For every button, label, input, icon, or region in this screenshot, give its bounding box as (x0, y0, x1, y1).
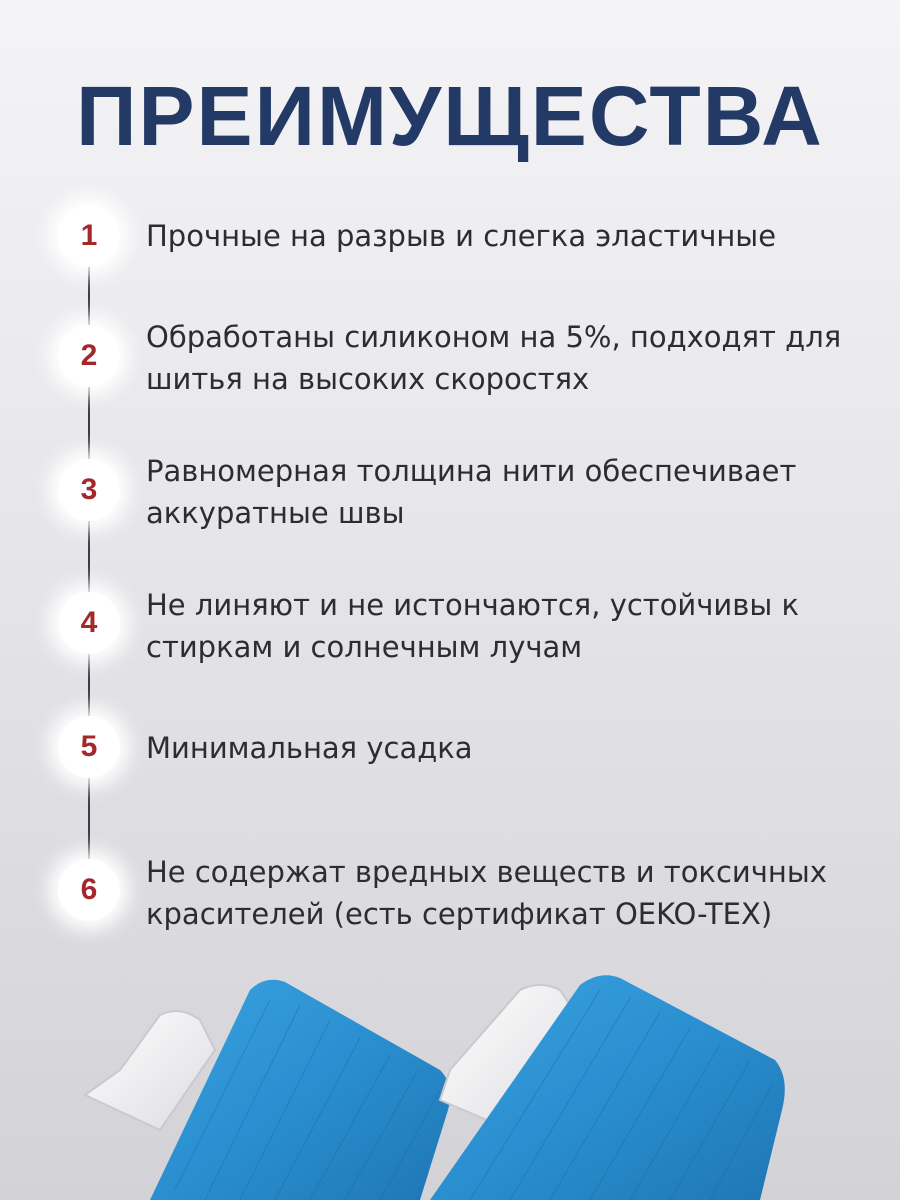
advantage-text-5: Минимальная усадка (146, 731, 473, 765)
thread-spools-image (0, 960, 900, 1200)
advantage-text-6: Не содержат вредных веществ и токсичных красителей (есть сертификат OEKO-TEX) (146, 855, 827, 931)
advantage-badge-3: 3 (58, 459, 120, 521)
thread-spool-icon (430, 975, 785, 1200)
advantage-text-1: Прочные на разрыв и слегка эластичные (146, 219, 777, 253)
advantages-title: ПРЕИМУЩЕСТВА (76, 69, 824, 163)
advantage-text-3: Равномерная толщина нити обеспечивает аккуратные швы (146, 454, 797, 530)
advantage-text-2: Обработаны силиконом на 5%, подходят для шитья на высоких скоростях (146, 320, 842, 396)
thread-spool-icon (85, 980, 450, 1200)
advantage-badge-1: 1 (58, 205, 120, 267)
advantage-badge-4: 4 (58, 592, 120, 654)
advantage-text-4: Не линяют и не истончаются, устойчивы к стиркам и солнечным лучам (146, 588, 799, 664)
advantage-badge-6: 6 (58, 859, 120, 921)
advantage-badge-5: 5 (58, 716, 120, 778)
advantage-badge-2: 2 (58, 325, 120, 387)
